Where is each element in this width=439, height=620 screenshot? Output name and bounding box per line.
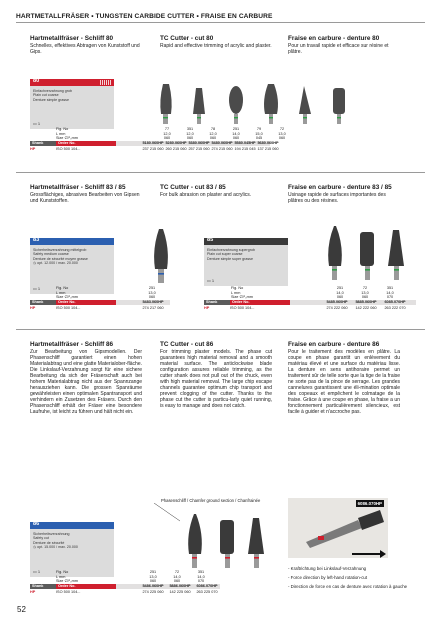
cutter-72-icon	[333, 88, 345, 124]
section-rule-1	[16, 172, 425, 173]
cutter-83-icon	[145, 227, 181, 287]
row-label-size: Size ∅/¹₀mm	[56, 295, 78, 300]
cell: 060	[278, 136, 286, 141]
table-85	[231, 286, 421, 300]
cutters-row-85	[318, 224, 418, 284]
iso-no: 274 215 060	[211, 147, 233, 151]
order-row-85	[204, 300, 416, 305]
sec1-en-title: TC Cutter - cut 80	[160, 35, 214, 42]
cell: 72	[174, 570, 180, 574]
cell: 12,0	[186, 131, 194, 136]
cell: 13,0	[361, 290, 369, 295]
cell: 060	[209, 136, 217, 141]
cell: 14,0	[232, 131, 240, 136]
sec2-en-title: TC Cutter - cut 83 / 85	[160, 184, 226, 191]
cutter-251-icon	[328, 226, 342, 280]
cell: 060	[173, 579, 181, 584]
cell: 070	[197, 579, 205, 584]
cutter-79-icon	[299, 86, 311, 124]
card-band	[30, 522, 114, 529]
cutter-72-icon	[360, 232, 374, 280]
cell: 251	[232, 127, 240, 131]
order-label: Order No.	[56, 584, 116, 589]
order-no: 5580.045HP	[234, 141, 256, 145]
order-no: 5485.060HP	[326, 300, 348, 304]
rotation-notes	[288, 564, 428, 591]
cutter-351-icon	[388, 230, 404, 280]
order-no: 5280.060HP	[165, 141, 187, 145]
product-card-85	[204, 238, 288, 286]
card-band	[30, 238, 114, 245]
hp-label: HP	[30, 306, 36, 310]
note: - Direction de force en cas de denture avec rotation à gauche	[288, 584, 408, 589]
order-label: Order No.	[56, 141, 116, 146]
table-1	[56, 127, 356, 141]
row-label-size: Size ∅/¹₀mm	[231, 295, 253, 300]
cell: 12,0	[209, 131, 217, 136]
iso-row-85	[204, 306, 416, 311]
cutter-351-icon	[248, 518, 264, 568]
card-badge: 80	[33, 78, 40, 84]
cutter-72-icon	[220, 520, 234, 568]
sec3-fr-title: Fraise en carbure - denture 86	[288, 341, 380, 348]
table-83	[56, 286, 166, 300]
hp-label: HP	[30, 147, 36, 151]
shank-label: Shank	[30, 300, 56, 305]
pack-icon: ▭ 1	[33, 121, 41, 126]
iso-label: ISO 500 104...	[56, 147, 81, 151]
sec3-fr-text: Pour le traitement des modèles en plâtre. La coupe en phase garantit un enlèvement du matériau élevé et une surface du matériau lisse. La denture en sens antihoraire permet un traitement sûr de telle sorte que la tige de la fraise ne sorte pas de la pince de serrage. Les grandes cannelures garantissent une éli-mination optimale des copeaux et empêchent le colmatage de la fraise. Grâce à une coupe en phase, la fraise a un fonctionnement particulièrement silencieux, est facile à guider et n'accroche pas.	[288, 349, 400, 415]
cutter-351-icon	[193, 88, 205, 124]
iso-row-83	[30, 306, 170, 311]
note: - Force direction by left-hand rotation-cut	[288, 575, 368, 580]
cell: 045	[255, 136, 263, 141]
cell: 13,0	[148, 290, 156, 295]
order-row-86	[30, 584, 220, 589]
iso-no: 142 225 060	[169, 590, 191, 594]
page-header: HARTMETALLFRÄSER • TUNGSTEN CARBIDE CUTTER • FRAISE EN CARBURE	[16, 13, 273, 20]
cell: 060	[186, 136, 194, 141]
order-no: 5380.060HP	[188, 141, 210, 145]
row-label-fig: Fig. No	[56, 286, 69, 290]
cell: 14,0	[386, 290, 394, 295]
phase-cut-label: Phasenschliff / Chamfer ground section / Chanfrainée	[161, 498, 261, 503]
order-row-1	[30, 141, 279, 146]
card-badge: 83	[33, 237, 40, 243]
rotation-arrow-icon	[348, 548, 388, 560]
sec1-de-title: Hartmetallfräser - Schliff 80	[30, 35, 114, 42]
order-no: 5480.060HP	[211, 141, 233, 145]
sec3-de-title: Hartmetallfräser - Schliff 86	[30, 341, 114, 348]
card-text: Sicherheitsverzahnung Safety cut Denture de sécurité ◷ opt. 15.000 / max. 20.000	[33, 532, 78, 550]
iso-no: 137 215 060	[257, 147, 279, 151]
sec2-de-title: Hartmetallfräser - Schliff 83 / 85	[30, 184, 126, 191]
order-no: 5680.060HP	[257, 141, 279, 145]
pack-icon: ▭ 1	[33, 569, 41, 574]
cut-pattern-icon	[100, 80, 111, 85]
order-label: Order No.	[230, 300, 290, 305]
sec1-en-text: Rapid and effective trimming of acrylic and plaster.	[160, 43, 272, 49]
shank-label: Shank	[204, 300, 230, 305]
header-rule	[16, 22, 425, 23]
row-label-size: Size ∅/¹₀mm	[56, 136, 78, 141]
cutter-77-icon	[160, 84, 171, 124]
iso-no: 274 222 060	[326, 306, 348, 310]
cell: 79	[256, 127, 262, 131]
sec3-en-title: TC Cutter - cut 86	[160, 341, 214, 348]
cell: 12,0	[163, 131, 171, 136]
sec1-fr-title: Fraise en carbure - denture 80	[288, 35, 380, 42]
order-label: Order No.	[56, 300, 116, 305]
card-band	[204, 238, 288, 245]
iso-no: 263 222 070	[384, 306, 406, 310]
row-label-fig: Fig. No	[56, 570, 69, 574]
order-no: 5483.060HP	[142, 300, 164, 304]
shank-label: Shank	[30, 141, 56, 146]
iso-no: 274 225 060	[142, 590, 164, 594]
cell: 72	[362, 286, 368, 290]
sec2-fr-title: Fraise en carbure - denture 83 / 85	[288, 184, 392, 191]
cell: 070	[386, 295, 394, 300]
card-text: Sicherheitsverzahnung mittelgrob Safety medium coarse Denture de sécurité moyen grasse ◷ opt. 12.000 / max. 20.000	[33, 248, 88, 266]
sec3-de-text: Zur Bearbeitung von Gipsmodellen. Der Phasenschliff garantiert einen hohen Materialabtrag und eine glatte Materialober-fläche. Die Linkslauf-Verzahnung sorgt für eine sichere Bearbeitung da sich der Fräserschaft auch bei hohem Materialabtrag nicht aus der Spannzange herausziehen kann. Die grossen Spanräume gewährleisten einen optimalen Spantransport und verhindern ein Zusetzen des Fräsers. Durch den Phasenschliff erhält der Fräser eine besondere Laufruhe, ist leicht zu führen und hält nicht ein.	[30, 349, 142, 415]
cell: 78	[210, 127, 216, 131]
card-badge: 85	[207, 237, 214, 243]
card-text: Einfachverzahnung supergrob Plain cut super coarse Denture simple super grasse	[207, 248, 255, 261]
row-label-fig: Fig. No	[56, 127, 69, 131]
cell: 060	[232, 136, 240, 141]
sec2-de-text: Grossflächiges, abrasives Bearbeiten von Gipsen und Kunststoffen.	[30, 192, 140, 204]
cell: 13,0	[149, 574, 157, 579]
cutter-251-icon	[188, 514, 202, 568]
note: - Kraftrichtung bei Linkslauf-Verzahnung	[288, 566, 367, 571]
order-no: 6086.070HP	[196, 584, 218, 588]
cell: 060	[163, 136, 171, 141]
cell: 14,0	[173, 574, 181, 579]
cell: 251	[148, 286, 156, 290]
photo-label: 6086.070HP	[357, 501, 382, 506]
iso-no: 142 222 060	[355, 306, 377, 310]
product-card-80	[30, 79, 114, 129]
section-rule-2	[16, 329, 425, 330]
iso-no: 257 215 060	[188, 147, 210, 151]
iso-no: 263 225 070	[196, 590, 218, 594]
card-text: Einfachverzahnung grob Plain cut coarse Denture simple grasse	[33, 89, 72, 102]
shank-label: Shank	[30, 584, 56, 589]
pack-icon: ▭ 1	[33, 286, 41, 291]
order-no: 5180.060HP	[142, 141, 164, 145]
table-86	[56, 570, 205, 584]
cell: 351	[386, 286, 394, 290]
iso-label: ISO 500 104...	[230, 306, 255, 310]
row-label-fig: Fig. No	[231, 286, 244, 290]
iso-row-1	[30, 147, 330, 152]
order-no: 5486.060HP	[142, 584, 164, 588]
iso-no: 260 215 060	[165, 147, 187, 151]
row-label-l: L mm	[231, 290, 241, 295]
hp-label: HP	[30, 590, 36, 594]
sec2-fr-text: Usinage rapide de surfaces importantes des plâtres ou des résines.	[288, 192, 386, 204]
page-number: 52	[17, 605, 26, 614]
iso-row-86	[30, 590, 220, 595]
row-label-l: L mm	[56, 574, 66, 579]
product-card-86	[30, 522, 114, 577]
sec1-fr-text: Pour un travail rapide et efficace sur résine et plâtre.	[288, 43, 389, 55]
cell: 72	[279, 127, 285, 131]
cell: 060	[148, 295, 156, 300]
cutters-row-1	[155, 80, 425, 128]
cell: 14,0	[197, 574, 205, 579]
cutters-row-86	[180, 512, 280, 574]
order-no: 5885.060HP	[355, 300, 377, 304]
cell: 351	[197, 570, 205, 574]
pack-icon: ▭ 1	[207, 278, 215, 283]
cell: 060	[149, 579, 157, 584]
cell: 14,0	[336, 290, 344, 295]
hp-label: HP	[204, 306, 210, 310]
cell: 15,0	[255, 131, 263, 136]
cell: 13,0	[278, 131, 286, 136]
cell: 060	[361, 295, 369, 300]
sec1-de-text: Schnelles, effektives Abtragen von Kunststoff und Gips.	[30, 43, 140, 55]
row-label-l: L mm	[56, 290, 66, 295]
sec2-en-text: For bulk abrasion on plaster and acrylics.	[160, 192, 252, 198]
cell: 251	[149, 570, 157, 574]
iso-label: ISO 500 104...	[56, 590, 81, 594]
cutter-78-icon	[229, 86, 243, 124]
order-no: 5886.060HP	[169, 584, 191, 588]
iso-no: 274 217 060	[142, 306, 164, 310]
row-label-size: Size ∅/¹₀mm	[56, 579, 78, 584]
iso-no: 237 215 060	[142, 147, 164, 151]
order-row-83	[30, 300, 170, 305]
row-label-l: L mm	[56, 131, 66, 136]
cell: 351	[186, 127, 194, 131]
cell: 77	[164, 127, 170, 131]
iso-label: ISO 500 104...	[56, 306, 81, 310]
order-no: 6085.070HP	[384, 300, 406, 304]
sec3-en-text: For trimming plaster models. The phase cut guarantees high material removal and a smooth material surface. The anticlockwise blade configuration assures reliable trimming, as the cutter shank does not pull out of the chuck, even with high material removal. The large chip escape channels guarantee optimum chip transport and prevent clogging of the cutter. Thanks to the phase cut the cutter is particu-larly quiet running, is easy to manage and does not catch.	[160, 349, 272, 409]
card-badge: 86	[33, 521, 40, 527]
iso-no: 194 215 045	[234, 147, 256, 151]
cell: 251	[336, 286, 344, 290]
cutter-251-icon	[264, 84, 278, 124]
cell: 060	[336, 295, 344, 300]
